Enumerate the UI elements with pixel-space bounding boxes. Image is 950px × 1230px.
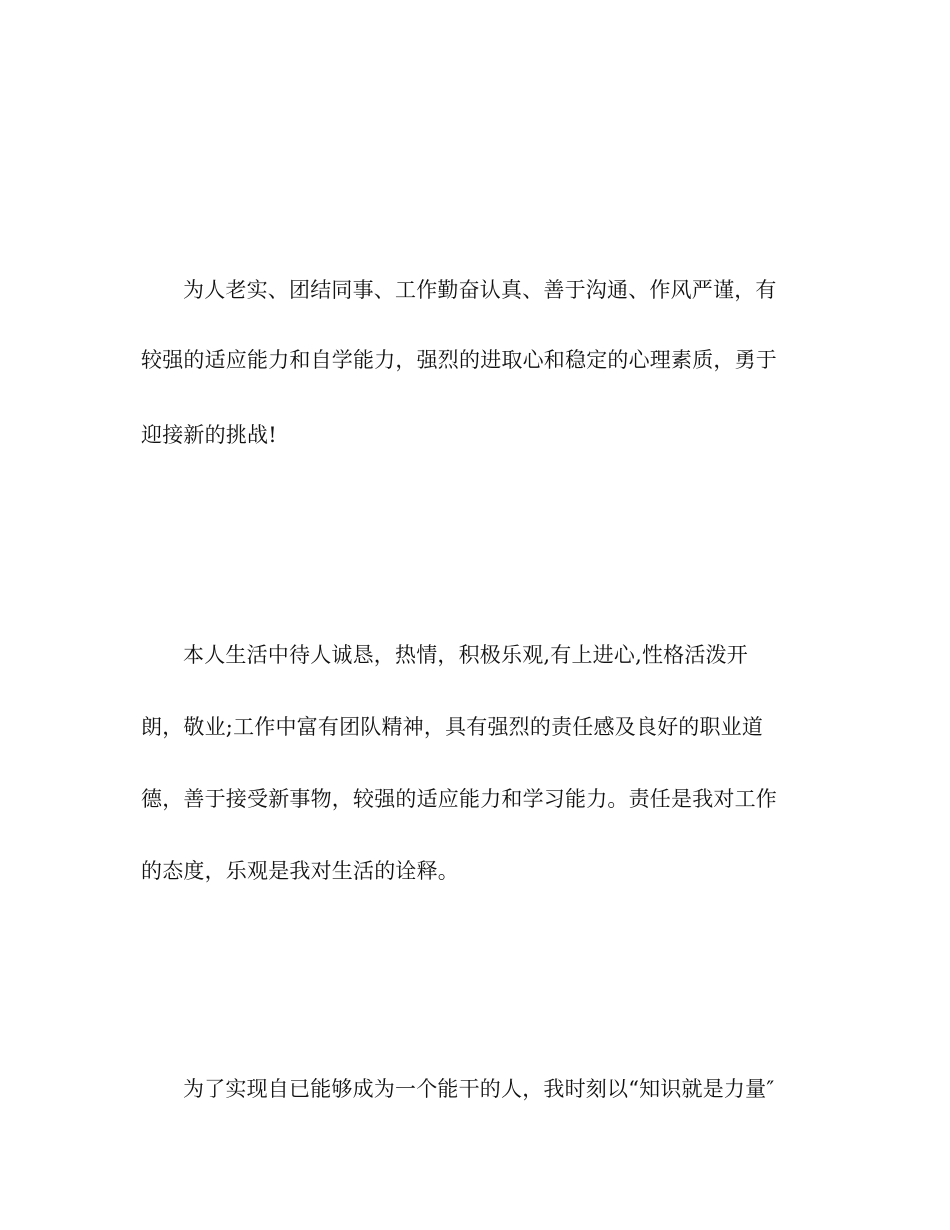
paragraph-2-line-4: 的态度，乐观是我对生活的诠释。 <box>141 859 459 883</box>
paragraph-1-line-1: 为人老实、团结同事、工作勤奋认真、善于沟通、作风严谨，有 <box>183 278 777 302</box>
paragraph-2-line-2: 朗，敬业;工作中富有团队精神，具有强烈的责任感及良好的职业道 <box>141 715 764 739</box>
paragraph-1-line-3: 迎接新的挑战! <box>141 423 277 447</box>
paragraph-2-line-3: 德，善于接受新事物，较强的适应能力和学习能力。责任是我对工作 <box>141 787 777 811</box>
paragraph-1-line-2: 较强的适应能力和自学能力，强烈的进取心和稳定的心理素质，勇于 <box>141 348 777 372</box>
paragraph-2-line-1: 本人生活中待人诚恳，热情，积极乐观,有上进心,性格活泼开 <box>183 643 748 667</box>
paragraph-3-line-1: 为了实现自已能够成为一个能干的人，我时刻以“知识就是力量″ <box>183 1077 775 1101</box>
